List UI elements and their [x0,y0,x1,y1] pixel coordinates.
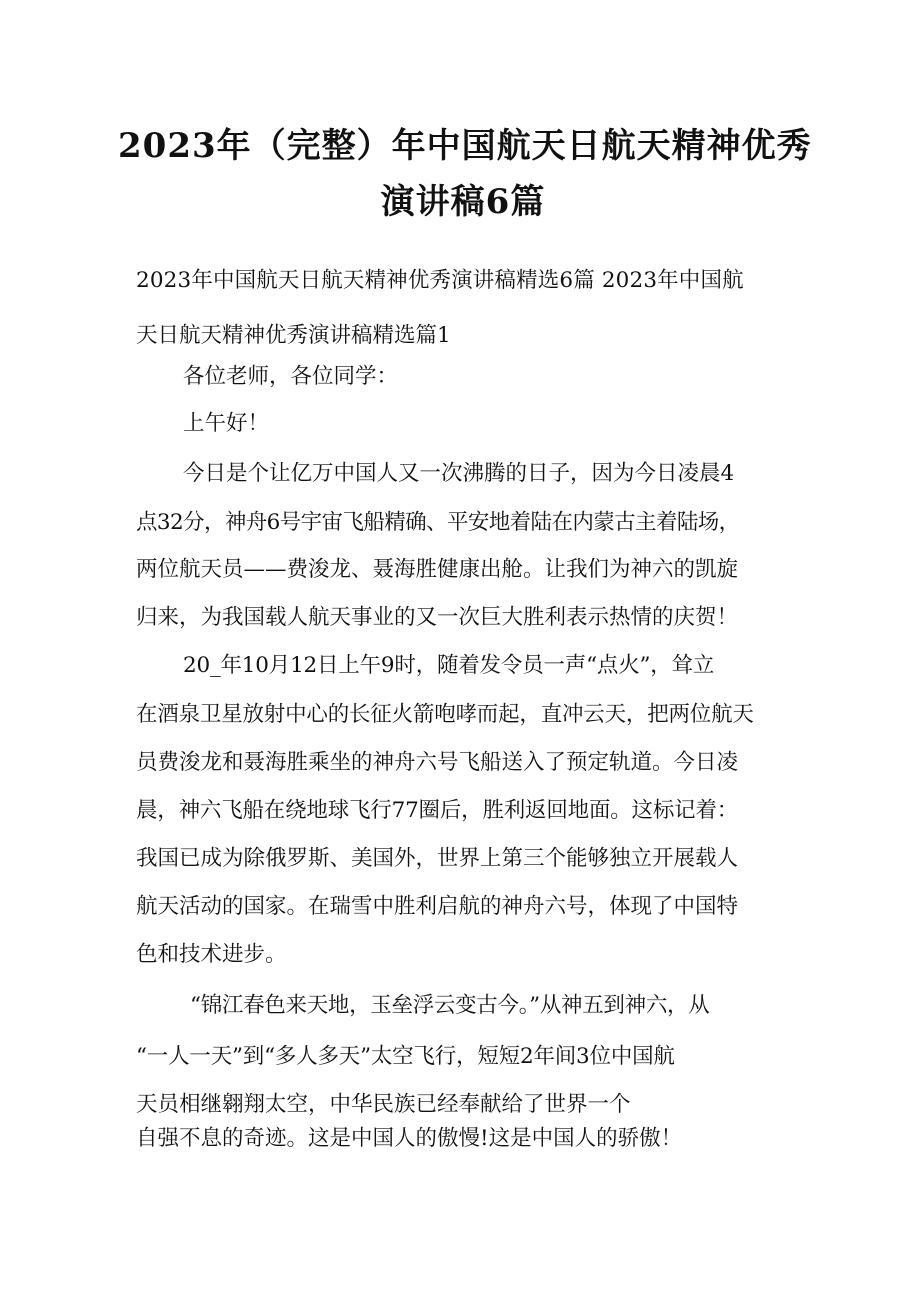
paragraph-line: 点32分，神舟6号宇宙飞船精确、平安地着陆在内蒙古主着陆场， [136,510,740,535]
paragraph-line: 天日航天精神优秀演讲稿精选篇1 [136,323,451,348]
paragraph-line: 我国已成为除俄罗斯、美国外，世界上第三个能够独立开展载人 [136,846,739,871]
greeting-line: 上午好！ [183,411,270,436]
document-title [118,118,812,230]
paragraph-line: “一人一天”到“多人多天”太空飞行，短短2年间3位中国航 [136,1044,675,1069]
paragraph-line: 20_年10月12日上午9时，随着发令员一声“点火”，耸立 [183,653,715,678]
paragraph-line: 归来，为我国载人航天事业的又一次巨大胜利表示热情的庆贺！ [136,605,739,630]
title-line-2: 演讲稿6篇 [380,182,546,222]
paragraph-line: 在酒泉卫星放射中心的长征火箭咆哮而起，直冲云天，把两位航天 [136,702,754,727]
paragraph-line: 2023年中国航天日航天精神优秀演讲稿精选6篇 2023年中国航 [136,268,744,293]
greeting-line: 各位老师，各位同学： [183,364,399,389]
paragraph-line: 晨，神六飞船在绕地球飞行77圈后，胜利返回地面。这标记着： [136,798,739,823]
paragraph-line: 今日是个让亿万中国人又一次沸腾的日子，因为今日凌晨4 [183,461,735,486]
paragraph-line: 员费浚龙和聂海胜乘坐的神舟六号飞船送入了预定轨道。今日凌 [136,750,739,775]
paragraph-line: 两位航天员——费浚龙、聂海胜健康出舱。让我们为神六的凯旋 [136,557,739,582]
paragraph-line: 天员相继翱翔太空，中华民族已经奉献给了世界一个 [136,1092,631,1117]
title-line-1: 2023年（完整）年中国航天日航天精神优秀 [118,126,812,166]
paragraph-line: 航天活动的国家。在瑞雪中胜利启航的神舟六号，体现了中国特 [136,894,739,919]
paragraph-line: 色和技术进步。 [136,942,287,967]
paragraph-line: “锦江春色来天地，玉垒浮云变古今。”从神五到神六，从 [190,993,710,1018]
paragraph-line: 自强不息的奇迹。这是中国人的傲慢!这是中国人的骄傲！ [136,1126,683,1151]
